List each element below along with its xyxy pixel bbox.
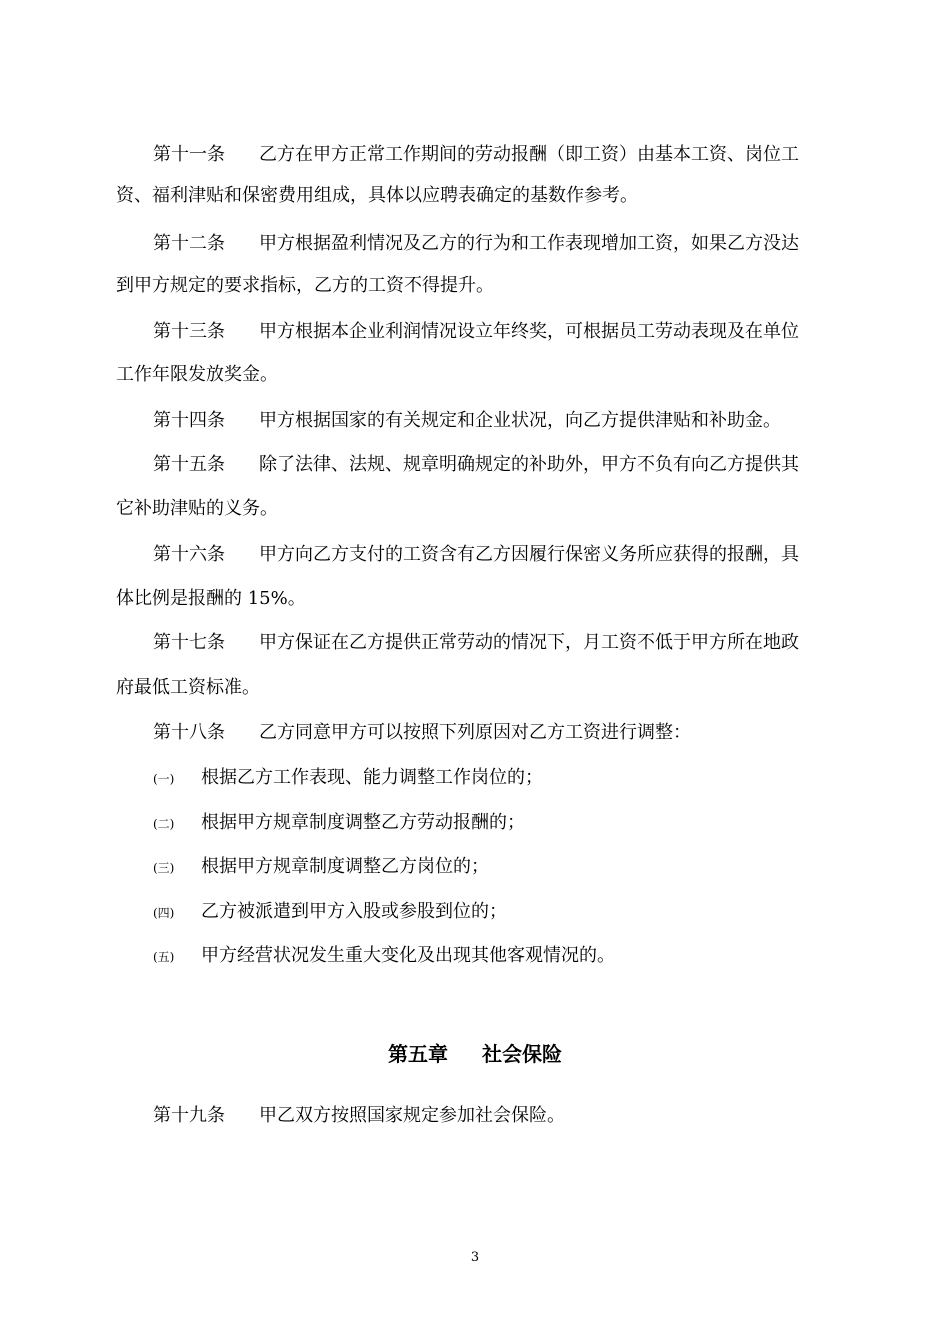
article-text: 甲方根据盈利情况及乙方的行为和工作表现增加工资，如果乙方没达: [259, 233, 799, 254]
article-label: 第十六条: [153, 544, 225, 565]
article-text: 乙方在甲方正常工作期间的劳动报酬（即工资）由基本工资、岗位工: [259, 144, 799, 165]
chapter-number: 第五章: [388, 1042, 448, 1066]
article-12-line-1: [153, 232, 853, 256]
article-17-line-2: 府最低工资标准。: [116, 677, 260, 698]
article-19-line-1: [153, 1104, 853, 1128]
list-item: [153, 944, 853, 969]
article-label: 第十八条: [153, 722, 225, 743]
article-text: 甲方根据国家的有关规定和企业状况，向乙方提供津贴和补助金。: [259, 410, 781, 431]
list-item-number: (一): [153, 772, 175, 786]
article-14-line-1: [153, 409, 853, 433]
chapter-heading: [0, 1040, 950, 1068]
article-text: 甲方根据本企业利润情况设立年终奖，可根据员工劳动表现及在单位: [259, 321, 799, 342]
article-text: 乙方同意甲方可以按照下列原因对乙方工资进行调整：: [259, 722, 691, 743]
list-item: [153, 855, 853, 880]
list-item-number: (二): [153, 817, 175, 831]
article-11-line-2: 资、福利津贴和保密费用组成，具体以应聘表确定的基数作参考。: [116, 185, 638, 206]
article-15-line-1: [153, 453, 853, 477]
article-12-line-2: 到甲方规定的要求指标，乙方的工资不得提升。: [116, 275, 494, 296]
article-18-line-1: [153, 721, 853, 745]
list-item-text: 根据乙方工作表现、能力调整工作岗位的；: [201, 767, 543, 788]
article-label: 第十九条: [153, 1105, 225, 1126]
article-13-line-2: 工作年限发放奖金。: [116, 364, 278, 385]
article-label: 第十二条: [153, 233, 225, 254]
list-item-number: (五): [153, 950, 175, 964]
article-text: 甲方保证在乙方提供正常劳动的情况下，月工资不低于甲方所在地政: [259, 632, 799, 653]
list-item: [153, 900, 853, 925]
article-label: 第十五条: [153, 454, 225, 475]
list-item-text: 根据甲方规章制度调整乙方劳动报酬的；: [201, 812, 525, 833]
list-item-number: (四): [153, 906, 175, 920]
article-17-line-1: [153, 631, 853, 655]
list-item: [153, 811, 853, 836]
page-number: 3: [470, 1250, 480, 1265]
list-item-number: (三): [153, 861, 175, 875]
article-15-line-2: 它补助津贴的义务。: [116, 498, 278, 519]
article-label: 第十三条: [153, 321, 225, 342]
list-item-text: 乙方被派遣到甲方入股或参股到位的；: [201, 901, 507, 922]
list-item-text: 根据甲方规章制度调整乙方岗位的；: [201, 856, 489, 877]
article-label: 第十一条: [153, 144, 225, 165]
article-text: 除了法律、法规、规章明确规定的补助外，甲方不负有向乙方提供其: [259, 454, 799, 475]
chapter-title: 社会保险: [482, 1042, 562, 1066]
article-16-line-1: [153, 543, 853, 567]
article-label: 第十四条: [153, 410, 225, 431]
article-label: 第十七条: [153, 632, 225, 653]
article-11-line-1: [153, 143, 853, 167]
article-text: 甲方向乙方支付的工资含有乙方因履行保密义务所应获得的报酬，具: [259, 544, 799, 565]
article-text: 甲乙双方按照国家规定参加社会保险。: [259, 1105, 565, 1126]
article-16-line-2: 体比例是报酬的 15%。: [116, 588, 306, 609]
list-item-text: 甲方经营状况发生重大变化及出现其他客观情况的。: [201, 945, 615, 966]
article-13-line-1: [153, 320, 853, 344]
list-item: [153, 766, 853, 791]
